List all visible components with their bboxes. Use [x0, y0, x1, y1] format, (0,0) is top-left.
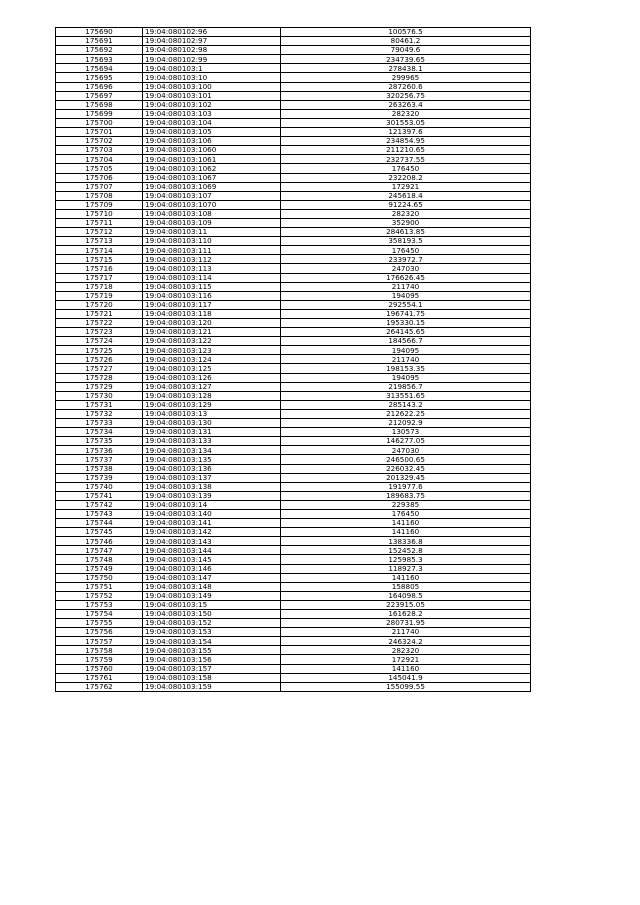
- row-id-cell: 175696: [56, 82, 143, 91]
- cadastral-number-cell: 19:04:080103:10: [143, 73, 281, 82]
- table-row: [56, 82, 531, 91]
- cadastral-number-cell: 19:04:080103:156: [143, 655, 281, 664]
- row-id-cell: 175737: [56, 455, 143, 464]
- row-id-cell: 175742: [56, 500, 143, 509]
- row-id-cell: 175730: [56, 391, 143, 400]
- cadastral-number-cell: 19:04:080103:140: [143, 509, 281, 518]
- cadastral-number-cell: 19:04:080103:1061: [143, 155, 281, 164]
- cadastral-number-cell: 19:04:080102:98: [143, 46, 281, 55]
- row-id-cell: 175725: [56, 346, 143, 355]
- value-cell: 280731.95: [281, 619, 531, 628]
- value-cell: 172921: [281, 655, 531, 664]
- table-row: [56, 282, 531, 291]
- row-id-cell: 175720: [56, 300, 143, 309]
- cadastral-number-cell: 19:04:080103:138: [143, 482, 281, 491]
- row-id-cell: 175747: [56, 546, 143, 555]
- row-id-cell: 175755: [56, 619, 143, 628]
- table-row: [56, 564, 531, 573]
- cadastral-number-cell: 19:04:080103:137: [143, 473, 281, 482]
- cadastral-number-cell: 19:04:080103:143: [143, 537, 281, 546]
- cadastral-number-cell: 19:04:080103:146: [143, 564, 281, 573]
- table-row: [56, 55, 531, 64]
- table-row: [56, 400, 531, 409]
- value-cell: 282320: [281, 209, 531, 218]
- row-id-cell: 175740: [56, 482, 143, 491]
- value-cell: 176450: [281, 164, 531, 173]
- value-cell: 211740: [281, 628, 531, 637]
- value-cell: 285143.2: [281, 400, 531, 409]
- value-cell: 164098.5: [281, 591, 531, 600]
- row-id-cell: 175734: [56, 428, 143, 437]
- row-id-cell: 175695: [56, 73, 143, 82]
- value-cell: 352900: [281, 218, 531, 227]
- table-row: [56, 619, 531, 628]
- value-cell: 198153.35: [281, 364, 531, 373]
- row-id-cell: 175707: [56, 182, 143, 191]
- table-row: [56, 382, 531, 391]
- table-row: [56, 637, 531, 646]
- row-id-cell: 175691: [56, 37, 143, 46]
- row-id-cell: 175709: [56, 200, 143, 209]
- value-cell: 130573: [281, 428, 531, 437]
- value-cell: 247030: [281, 264, 531, 273]
- row-id-cell: 175728: [56, 373, 143, 382]
- table-row: [56, 446, 531, 455]
- table-row: [56, 509, 531, 518]
- table-row: [56, 328, 531, 337]
- value-cell: 212092.9: [281, 419, 531, 428]
- value-cell: 79049.6: [281, 46, 531, 55]
- cadastral-number-cell: 19:04:080103:125: [143, 364, 281, 373]
- table-row: [56, 309, 531, 318]
- row-id-cell: 175732: [56, 409, 143, 418]
- cadastral-number-cell: 19:04:080103:110: [143, 237, 281, 246]
- value-cell: 189683.75: [281, 491, 531, 500]
- table-row: [56, 46, 531, 55]
- row-id-cell: 175717: [56, 273, 143, 282]
- table-row: [56, 582, 531, 591]
- cadastral-number-cell: 19:04:080103:126: [143, 373, 281, 382]
- cadastral-number-cell: 19:04:080103:112: [143, 255, 281, 264]
- value-cell: 145041.9: [281, 673, 531, 682]
- cadastral-number-cell: 19:04:080103:133: [143, 437, 281, 446]
- row-id-cell: 175703: [56, 146, 143, 155]
- value-cell: 246324.2: [281, 637, 531, 646]
- value-cell: 184566.7: [281, 337, 531, 346]
- value-cell: 100576.5: [281, 28, 531, 37]
- cadastral-number-cell: 19:04:080103:114: [143, 273, 281, 282]
- cadastral-number-cell: 19:04:080103:130: [143, 419, 281, 428]
- row-id-cell: 175698: [56, 100, 143, 109]
- table-row: [56, 146, 531, 155]
- table-row: [56, 155, 531, 164]
- cadastral-number-cell: 19:04:080103:13: [143, 409, 281, 418]
- row-id-cell: 175729: [56, 382, 143, 391]
- value-cell: 234854.95: [281, 137, 531, 146]
- table-row: [56, 255, 531, 264]
- cadastral-number-cell: 19:04:080103:107: [143, 191, 281, 200]
- cadastral-number-cell: 19:04:080103:115: [143, 282, 281, 291]
- value-cell: 196741.75: [281, 309, 531, 318]
- row-id-cell: 175746: [56, 537, 143, 546]
- value-cell: 91224.65: [281, 200, 531, 209]
- value-cell: 80461.2: [281, 37, 531, 46]
- row-id-cell: 175743: [56, 509, 143, 518]
- table-row: [56, 118, 531, 127]
- table-row: [56, 264, 531, 273]
- cadastral-number-cell: 19:04:080103:1060: [143, 146, 281, 155]
- row-id-cell: 175739: [56, 473, 143, 482]
- cadastral-number-cell: 19:04:080103:101: [143, 91, 281, 100]
- value-cell: 313551.65: [281, 391, 531, 400]
- table-row: [56, 437, 531, 446]
- value-cell: 219856.7: [281, 382, 531, 391]
- table-row: [56, 673, 531, 682]
- value-cell: 176450: [281, 509, 531, 518]
- value-cell: 245618.4: [281, 191, 531, 200]
- row-id-cell: 175758: [56, 646, 143, 655]
- table-row: [56, 182, 531, 191]
- row-id-cell: 175750: [56, 573, 143, 582]
- cadastral-number-cell: 19:04:080103:1062: [143, 164, 281, 173]
- value-cell: 138336.8: [281, 537, 531, 546]
- cadastral-number-cell: 19:04:080103:154: [143, 637, 281, 646]
- cadastral-number-cell: 19:04:080102:99: [143, 55, 281, 64]
- value-cell: 194095: [281, 373, 531, 382]
- value-cell: 201329.45: [281, 473, 531, 482]
- value-cell: 358193.5: [281, 237, 531, 246]
- value-cell: 226032.45: [281, 464, 531, 473]
- row-id-cell: 175722: [56, 319, 143, 328]
- row-id-cell: 175701: [56, 128, 143, 137]
- cadastral-number-cell: 19:04:080103:127: [143, 382, 281, 391]
- value-cell: 211740: [281, 282, 531, 291]
- cadastral-number-cell: 19:04:080103:116: [143, 291, 281, 300]
- cadastral-number-cell: 19:04:080103:153: [143, 628, 281, 637]
- value-cell: 121397.6: [281, 128, 531, 137]
- cadastral-number-cell: 19:04:080103:134: [143, 446, 281, 455]
- row-id-cell: 175708: [56, 191, 143, 200]
- cadastral-number-cell: 19:04:080103:121: [143, 328, 281, 337]
- cadastral-number-cell: 19:04:080103:152: [143, 619, 281, 628]
- table-row: [56, 519, 531, 528]
- row-id-cell: 175693: [56, 55, 143, 64]
- row-id-cell: 175692: [56, 46, 143, 55]
- value-cell: 212622.25: [281, 409, 531, 418]
- cadastral-number-cell: 19:04:080103:118: [143, 309, 281, 318]
- table-body: [56, 28, 531, 692]
- cadastral-number-cell: 19:04:080103:14: [143, 500, 281, 509]
- cadastral-number-cell: 19:04:080103:117: [143, 300, 281, 309]
- row-id-cell: 175754: [56, 610, 143, 619]
- row-id-cell: 175736: [56, 446, 143, 455]
- cadastral-number-cell: 19:04:080103:100: [143, 82, 281, 91]
- cadastral-number-cell: 19:04:080103:108: [143, 209, 281, 218]
- table-row: [56, 228, 531, 237]
- value-cell: 278438.1: [281, 64, 531, 73]
- value-cell: 229385: [281, 500, 531, 509]
- cadastral-number-cell: 19:04:080103:123: [143, 346, 281, 355]
- cadastral-number-cell: 19:04:080103:131: [143, 428, 281, 437]
- cadastral-number-cell: 19:04:080103:102: [143, 100, 281, 109]
- value-cell: 194095: [281, 346, 531, 355]
- table-row: [56, 628, 531, 637]
- table-row: [56, 555, 531, 564]
- table-row: [56, 600, 531, 609]
- cadastral-number-cell: 19:04:080103:149: [143, 591, 281, 600]
- row-id-cell: 175705: [56, 164, 143, 173]
- table-row: [56, 364, 531, 373]
- cadastral-number-cell: 19:04:080103:1067: [143, 173, 281, 182]
- row-id-cell: 175712: [56, 228, 143, 237]
- table-row: [56, 455, 531, 464]
- row-id-cell: 175752: [56, 591, 143, 600]
- value-cell: 141160: [281, 528, 531, 537]
- value-cell: 282320: [281, 109, 531, 118]
- cadastral-number-cell: 19:04:080103:144: [143, 546, 281, 555]
- table-row: [56, 200, 531, 209]
- table-row: [56, 137, 531, 146]
- row-id-cell: 175718: [56, 282, 143, 291]
- row-id-cell: 175744: [56, 519, 143, 528]
- table-row: [56, 464, 531, 473]
- table-row: [56, 300, 531, 309]
- cadastral-number-cell: 19:04:080103:157: [143, 664, 281, 673]
- value-cell: 141160: [281, 573, 531, 582]
- cadastral-number-cell: 19:04:080103:106: [143, 137, 281, 146]
- cadastral-number-cell: 19:04:080103:1070: [143, 200, 281, 209]
- table-row: [56, 473, 531, 482]
- row-id-cell: 175710: [56, 209, 143, 218]
- row-id-cell: 175716: [56, 264, 143, 273]
- cadastral-number-cell: 19:04:080103:158: [143, 673, 281, 682]
- row-id-cell: 175719: [56, 291, 143, 300]
- value-cell: 287260.6: [281, 82, 531, 91]
- cadastral-number-cell: 19:04:080103:128: [143, 391, 281, 400]
- table-row: [56, 28, 531, 37]
- value-cell: 146277.05: [281, 437, 531, 446]
- cadastral-number-cell: 19:04:080103:159: [143, 682, 281, 691]
- row-id-cell: 175731: [56, 400, 143, 409]
- value-cell: 172921: [281, 182, 531, 191]
- cadastral-number-cell: 19:04:080102:97: [143, 37, 281, 46]
- row-id-cell: 175700: [56, 118, 143, 127]
- table-row: [56, 610, 531, 619]
- table-row: [56, 218, 531, 227]
- table-row: [56, 37, 531, 46]
- value-cell: 194095: [281, 291, 531, 300]
- row-id-cell: 175756: [56, 628, 143, 637]
- table-row: [56, 64, 531, 73]
- table-row: [56, 682, 531, 691]
- cadastral-number-cell: 19:04:080103:120: [143, 319, 281, 328]
- cadastral-number-cell: 19:04:080103:104: [143, 118, 281, 127]
- cadastral-number-cell: 19:04:080103:148: [143, 582, 281, 591]
- value-cell: 152452.8: [281, 546, 531, 555]
- row-id-cell: 175738: [56, 464, 143, 473]
- cadastral-number-cell: 19:04:080103:109: [143, 218, 281, 227]
- row-id-cell: 175690: [56, 28, 143, 37]
- value-cell: 301553.05: [281, 118, 531, 127]
- cadastral-number-cell: 19:04:080103:139: [143, 491, 281, 500]
- row-id-cell: 175751: [56, 582, 143, 591]
- cadastral-number-cell: 19:04:080103:129: [143, 400, 281, 409]
- cadastral-number-cell: 19:04:080103:147: [143, 573, 281, 582]
- table-row: [56, 337, 531, 346]
- cadastral-number-cell: 19:04:080103:122: [143, 337, 281, 346]
- value-cell: 320256.75: [281, 91, 531, 100]
- table-row: [56, 500, 531, 509]
- table-row: [56, 346, 531, 355]
- value-cell: 125985.3: [281, 555, 531, 564]
- table-row: [56, 319, 531, 328]
- table-row: [56, 409, 531, 418]
- value-cell: 284613.85: [281, 228, 531, 237]
- table-row: [56, 164, 531, 173]
- table-row: [56, 537, 531, 546]
- table-row: [56, 428, 531, 437]
- value-cell: 161628.2: [281, 610, 531, 619]
- row-id-cell: 175727: [56, 364, 143, 373]
- cadastral-number-cell: 19:04:080103:15: [143, 600, 281, 609]
- cadastral-number-cell: 19:04:080103:145: [143, 555, 281, 564]
- table-row: [56, 91, 531, 100]
- cadastral-number-cell: 19:04:080103:142: [143, 528, 281, 537]
- table-row: [56, 655, 531, 664]
- value-cell: 155099.55: [281, 682, 531, 691]
- table-row: [56, 664, 531, 673]
- table-row: [56, 100, 531, 109]
- cadastral-number-cell: 19:04:080103:124: [143, 355, 281, 364]
- value-cell: 191977.6: [281, 482, 531, 491]
- table-row: [56, 273, 531, 282]
- value-cell: 211740: [281, 355, 531, 364]
- row-id-cell: 175723: [56, 328, 143, 337]
- row-id-cell: 175694: [56, 64, 143, 73]
- value-cell: 263263.4: [281, 100, 531, 109]
- table-row: [56, 646, 531, 655]
- value-cell: 247030: [281, 446, 531, 455]
- table-row: [56, 419, 531, 428]
- row-id-cell: 175741: [56, 491, 143, 500]
- table-row: [56, 128, 531, 137]
- value-cell: 176450: [281, 246, 531, 255]
- cadastral-number-cell: 19:04:080103:1: [143, 64, 281, 73]
- cadastral-number-cell: 19:04:080103:135: [143, 455, 281, 464]
- table-row: [56, 482, 531, 491]
- value-cell: 141160: [281, 519, 531, 528]
- value-cell: 141160: [281, 664, 531, 673]
- table-row: [56, 246, 531, 255]
- value-cell: 234739.65: [281, 55, 531, 64]
- value-cell: 232208.2: [281, 173, 531, 182]
- table-row: [56, 191, 531, 200]
- data-table: [55, 27, 531, 692]
- table-row: [56, 173, 531, 182]
- value-cell: 118927.3: [281, 564, 531, 573]
- value-cell: 292554.1: [281, 300, 531, 309]
- row-id-cell: 175735: [56, 437, 143, 446]
- row-id-cell: 175704: [56, 155, 143, 164]
- cadastral-number-cell: 19:04:080103:113: [143, 264, 281, 273]
- row-id-cell: 175713: [56, 237, 143, 246]
- table-row: [56, 591, 531, 600]
- table-row: [56, 237, 531, 246]
- value-cell: 195330.15: [281, 319, 531, 328]
- value-cell: 176626.45: [281, 273, 531, 282]
- table-row: [56, 491, 531, 500]
- row-id-cell: 175706: [56, 173, 143, 182]
- value-cell: 232737.55: [281, 155, 531, 164]
- row-id-cell: 175724: [56, 337, 143, 346]
- row-id-cell: 175697: [56, 91, 143, 100]
- row-id-cell: 175762: [56, 682, 143, 691]
- table-row: [56, 391, 531, 400]
- row-id-cell: 175753: [56, 600, 143, 609]
- value-cell: 299965: [281, 73, 531, 82]
- table-row: [56, 355, 531, 364]
- value-cell: 246500.65: [281, 455, 531, 464]
- cadastral-number-cell: 19:04:080103:141: [143, 519, 281, 528]
- row-id-cell: 175748: [56, 555, 143, 564]
- table-row: [56, 109, 531, 118]
- table-row: [56, 373, 531, 382]
- row-id-cell: 175733: [56, 419, 143, 428]
- cadastral-number-cell: 19:04:080103:111: [143, 246, 281, 255]
- cadastral-number-cell: 19:04:080103:105: [143, 128, 281, 137]
- cadastral-number-cell: 19:04:080103:150: [143, 610, 281, 619]
- row-id-cell: 175702: [56, 137, 143, 146]
- table-row: [56, 291, 531, 300]
- row-id-cell: 175714: [56, 246, 143, 255]
- table-row: [56, 546, 531, 555]
- row-id-cell: 175745: [56, 528, 143, 537]
- table-row: [56, 528, 531, 537]
- row-id-cell: 175760: [56, 664, 143, 673]
- row-id-cell: 175749: [56, 564, 143, 573]
- cadastral-number-cell: 19:04:080103:136: [143, 464, 281, 473]
- value-cell: 282320: [281, 646, 531, 655]
- row-id-cell: 175757: [56, 637, 143, 646]
- value-cell: 233972.7: [281, 255, 531, 264]
- cadastral-number-cell: 19:04:080103:103: [143, 109, 281, 118]
- value-cell: 158805: [281, 582, 531, 591]
- table-row: [56, 73, 531, 82]
- row-id-cell: 175761: [56, 673, 143, 682]
- cadastral-number-cell: 19:04:080102:96: [143, 28, 281, 37]
- cadastral-number-cell: 19:04:080103:11: [143, 228, 281, 237]
- row-id-cell: 175711: [56, 218, 143, 227]
- cadastral-number-cell: 19:04:080103:155: [143, 646, 281, 655]
- table-row: [56, 573, 531, 582]
- row-id-cell: 175721: [56, 309, 143, 318]
- value-cell: 264145.65: [281, 328, 531, 337]
- row-id-cell: 175759: [56, 655, 143, 664]
- table-row: [56, 209, 531, 218]
- row-id-cell: 175715: [56, 255, 143, 264]
- row-id-cell: 175726: [56, 355, 143, 364]
- value-cell: 211210.65: [281, 146, 531, 155]
- value-cell: 223915.05: [281, 600, 531, 609]
- row-id-cell: 175699: [56, 109, 143, 118]
- cadastral-number-cell: 19:04:080103:1069: [143, 182, 281, 191]
